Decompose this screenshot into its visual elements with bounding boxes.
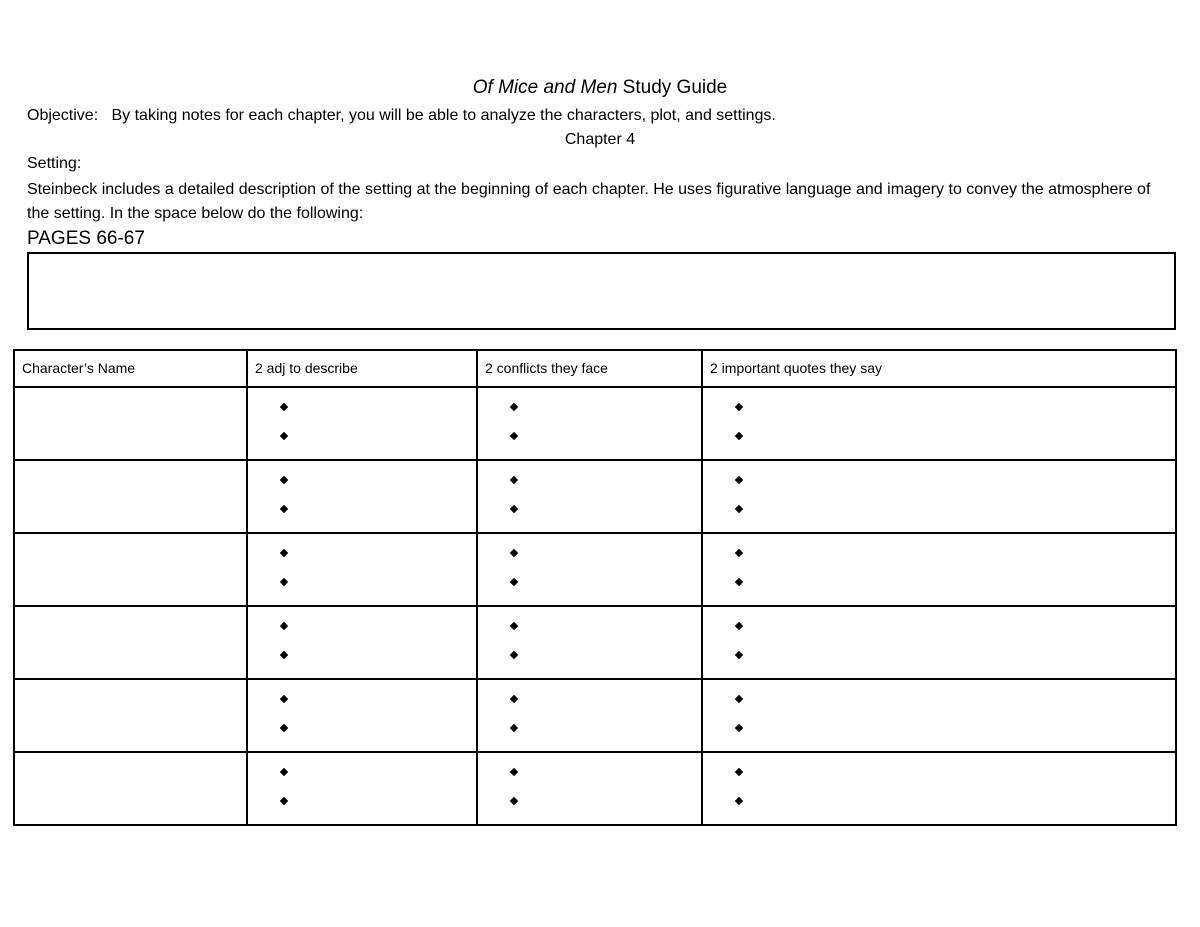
bullet-item [511,501,701,530]
table-row [14,606,1176,679]
bullet-item [736,545,1175,574]
cell-adjectives[interactable] [247,533,477,606]
bullet-list [478,607,701,676]
bullet-item [511,472,701,501]
bullet-item [511,618,701,647]
cell-character-name[interactable] [14,387,247,460]
cell-conflicts[interactable] [477,533,702,606]
cell-character-name[interactable] [14,460,247,533]
bullet-list [248,461,476,530]
cell-character-name[interactable] [14,752,247,825]
bullet-item [281,428,476,457]
bullet-list [703,388,1175,457]
bullet-list [248,680,476,749]
bullet-list [478,388,701,457]
cell-quotes[interactable] [702,606,1176,679]
bullet-item [736,691,1175,720]
bullet-item [736,720,1175,749]
table-body [14,387,1176,825]
bullet-item [281,720,476,749]
cell-conflicts[interactable] [477,752,702,825]
bullet-item [736,618,1175,647]
bullet-item [511,647,701,676]
bullet-item [736,574,1175,603]
bullet-list [248,607,476,676]
table-header-row [14,350,1176,387]
bullet-list [703,680,1175,749]
header-quotes: 2 important quotes they say [702,350,1176,387]
bullet-list [703,753,1175,822]
objective-text: Objective: By taking notes for each chapter, you will be able to analyze the characters, plot, and settings. [27,107,776,124]
bullet-item [736,428,1175,457]
setting-label: Setting: [27,155,82,172]
title-suffix: Study Guide [617,77,728,98]
table-row [14,387,1176,460]
bullet-list [248,753,476,822]
cell-conflicts[interactable] [477,387,702,460]
table-row [14,679,1176,752]
cell-adjectives[interactable] [247,387,477,460]
bullet-item [511,574,701,603]
bullet-item [736,647,1175,676]
bullet-item [511,691,701,720]
setting-description: Steinbeck includes a detailed description of the setting at the beginning of each chapter. He uses figurative language and imagery to convey the atmosphere of the setting. In the space below do the following: [27,181,1151,222]
bullet-item [281,793,476,822]
bullet-item [511,399,701,428]
cell-character-name[interactable] [14,679,247,752]
bullet-item [281,399,476,428]
header-adjectives: 2 adj to describe [247,350,477,387]
bullet-item [281,764,476,793]
setting-answer-box[interactable] [27,252,1176,330]
bullet-item [511,793,701,822]
bullet-list [703,534,1175,603]
bullet-list [478,680,701,749]
table-row [14,752,1176,825]
header-conflicts: 2 conflicts they face [477,350,702,387]
cell-quotes[interactable] [702,460,1176,533]
title-book-name: Of Mice and Men [472,77,618,98]
cell-conflicts[interactable] [477,679,702,752]
table-row [14,533,1176,606]
bullet-list [478,534,701,603]
cell-quotes[interactable] [702,387,1176,460]
bullet-item [281,618,476,647]
cell-quotes[interactable] [702,533,1176,606]
cell-adjectives[interactable] [247,460,477,533]
bullet-list [478,753,701,822]
bullet-list [703,461,1175,530]
bullet-list [478,461,701,530]
cell-character-name[interactable] [14,533,247,606]
bullet-item [736,793,1175,822]
bullet-list [248,534,476,603]
bullet-item [281,647,476,676]
cell-conflicts[interactable] [477,606,702,679]
character-table [13,349,1177,826]
bullet-item [511,428,701,457]
table-row [14,460,1176,533]
bullet-item [281,545,476,574]
bullet-item [511,545,701,574]
cell-adjectives[interactable] [247,679,477,752]
cell-adjectives[interactable] [247,606,477,679]
header-character-name: Character’s Name [14,350,247,387]
cell-quotes[interactable] [702,679,1176,752]
bullet-list [703,607,1175,676]
chapter-heading: Chapter 4 [564,131,636,148]
bullet-item [281,691,476,720]
bullet-item [511,764,701,793]
cell-conflicts[interactable] [477,460,702,533]
bullet-list [248,388,476,457]
pages-label: PAGES 66-67 [27,228,145,249]
bullet-item [736,472,1175,501]
bullet-item [281,472,476,501]
bullet-item [281,574,476,603]
cell-adjectives[interactable] [247,752,477,825]
bullet-item [736,501,1175,530]
bullet-item [736,764,1175,793]
page-title [0,76,1200,100]
cell-quotes[interactable] [702,752,1176,825]
cell-character-name[interactable] [14,606,247,679]
bullet-item [736,399,1175,428]
bullet-item [281,501,476,530]
bullet-item [511,720,701,749]
